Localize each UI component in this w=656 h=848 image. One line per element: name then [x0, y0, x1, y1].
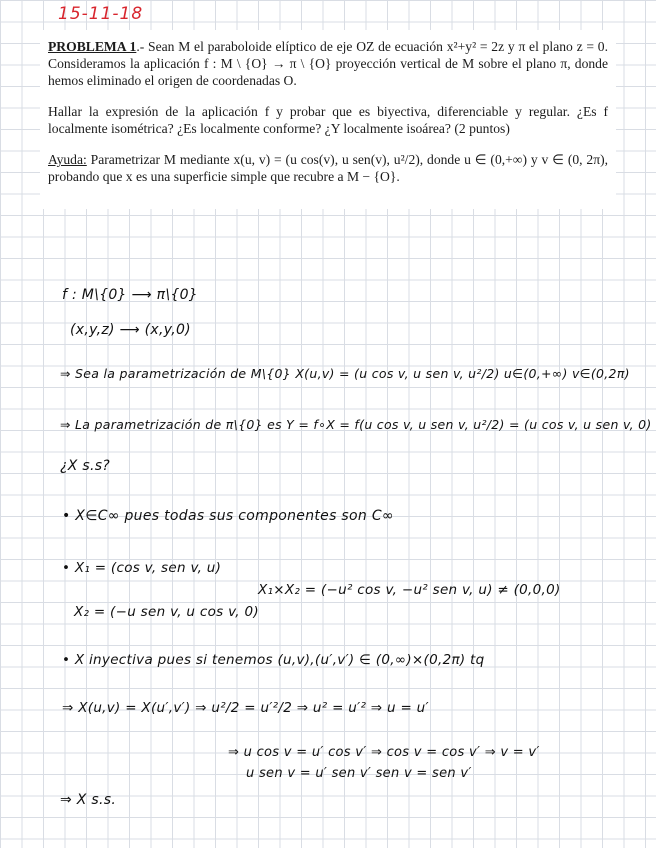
note-simple-surface-question: ¿X s.s? [60, 458, 111, 474]
problem-title: PROBLEMA 1 [48, 39, 137, 54]
note-map-definition: f : M\{0} ⟶ π\{0} [62, 287, 199, 303]
note-injective-step-v1: ⇒ u cos v = u′ cos v′ ⇒ cos v = cos v′ ⇒ v = v′ [228, 745, 540, 760]
note-partial-x1: • X₁ = (cos v, sen v, u) [62, 560, 222, 576]
hint-label: Ayuda: [48, 152, 87, 167]
printed-problem-sheet [40, 30, 616, 209]
date-header: 15-11-18 [58, 4, 144, 24]
note-map-rule: (x,y,z) ⟶ (x,y,0) [70, 322, 191, 338]
note-injective-step-v2: u sen v = u′ sen v′ sen v = sen v′ [246, 766, 472, 781]
note-smoothness: • X∈C∞ pues todas sus componentes son C∞ [62, 508, 394, 524]
note-injective: • X inyectiva pues si tenemos (u,v),(u′,v′) ∈ (0,∞)×(0,2π) tq [62, 652, 485, 668]
note-conclusion: ⇒ X s.s. [60, 792, 117, 808]
problem-statement-text: .- Sean M el paraboloide elíptico de eje OZ de ecuación x²+y² = 2z y π el plano z = 0. Consideramos la aplicación f : M \ {O} → π \ {O} proyección vertical de M sobre el plano π, donde hemos eliminado el origen de coordenadas O. [48, 39, 608, 88]
note-parametrization-m: ⇒ Sea la parametrización de M\{0} X(u,v) = (u cos v, u sen v, u²/2) u∈(0,+∞) v∈(0,2π) [60, 366, 630, 381]
note-cross-product: X₁×X₂ = (−u² cos v, −u² sen v, u) ≠ (0,0,0) [258, 582, 561, 598]
hint-text: Parametrizar M mediante x(u, v) = (u cos(v), u sen(v), u²/2), donde u ∈ (0,+∞) y v ∈ (0, 2π), probando que x es una superficie simple que recubre a M − {O}. [48, 152, 608, 184]
problem-statement [48, 38, 608, 89]
note-injective-step-u: ⇒ X(u,v) = X(u′,v′) ⇒ u²/2 = u′²/2 ⇒ u² = u′² ⇒ u = u′ [62, 700, 429, 716]
note-parametrization-plane: ⇒ La parametrización de π\{0} es Y = f∘X = f(u cos v, u sen v, u²/2) = (u cos v, u sen v, 0) [60, 417, 652, 432]
problem-hint [48, 151, 608, 185]
note-partial-x2: X₂ = (−u sen v, u cos v, 0) [74, 604, 259, 620]
problem-task: Hallar la expresión de la aplicación f y probar que es biyectiva, diferenciable y regular. ¿Es f localmente isométrica? ¿Es localmente conforme? ¿Y localmente isoárea? (2 puntos) [48, 104, 608, 136]
